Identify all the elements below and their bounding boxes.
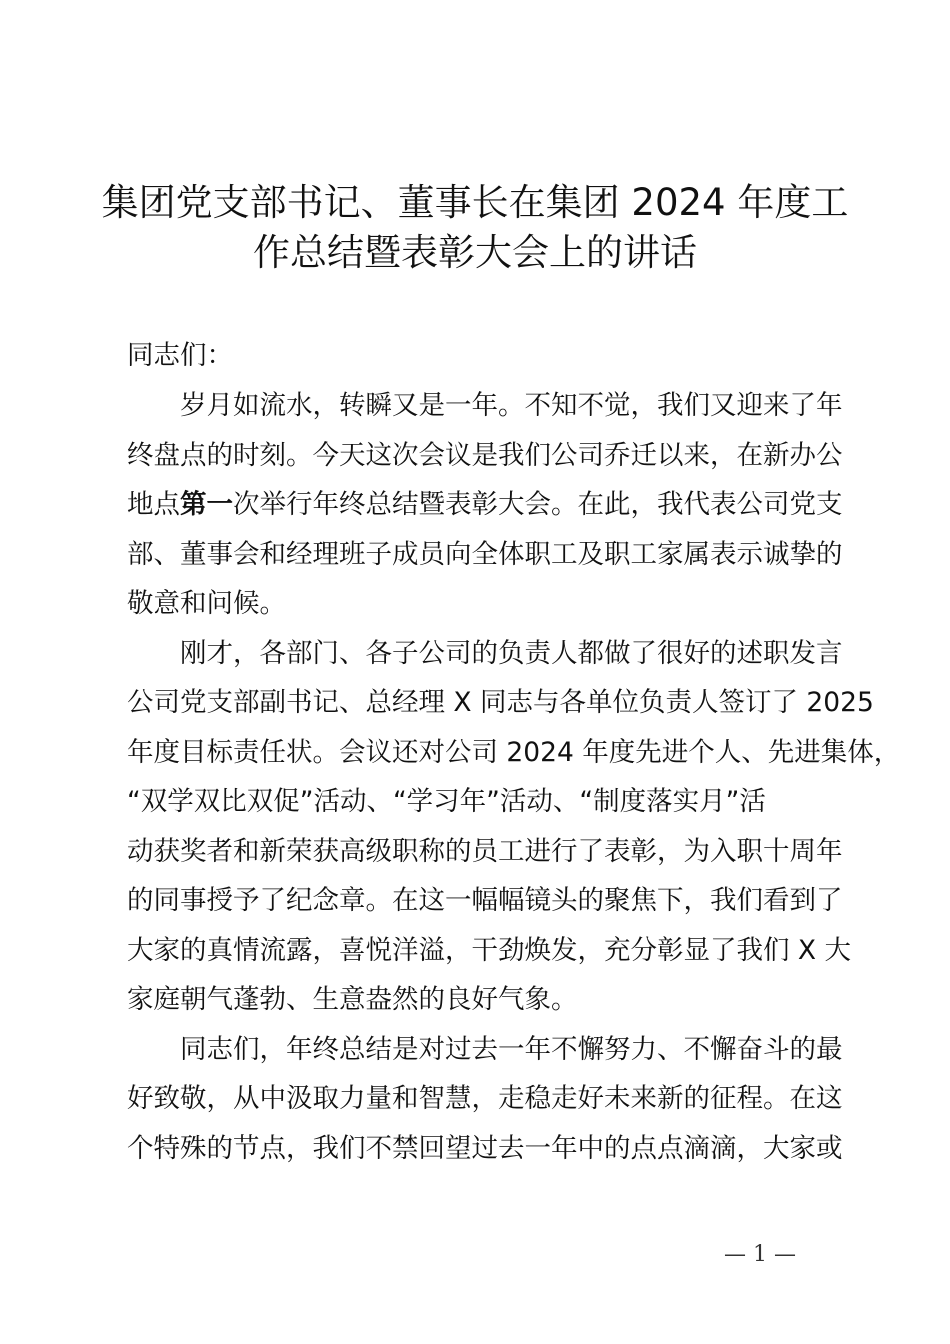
paragraph-2-line-6: 的同事授予了纪念章。在这一幅幅镜头的聚焦下，我们看到了	[127, 885, 843, 916]
paragraph-3-line-1: 同志们，年终总结是对过去一年不懈努力、不懈奋斗的最	[180, 1033, 843, 1065]
title-line-2: 作总结暨表彰大会上的讲话	[253, 231, 697, 274]
paragraph-2-line-4: “双学双比双促”活动、“学习年”活动、“制度落实月”活	[127, 786, 766, 817]
paragraph-2-line-7: 大家的真情流露，喜悦洋溢，干劲焕发，充分彰显了我们 X 大	[127, 934, 852, 966]
salutation: 同志们：	[127, 340, 233, 371]
paragraph-2-line-1: 刚才，各部门、各子公司的负责人都做了很好的述职发言	[180, 637, 843, 669]
paragraph-1-line-3-before: 地点	[127, 489, 180, 520]
paragraph-3-line-3: 个特殊的节点，我们不禁回望过去一年中的点点滴滴，大家或	[127, 1132, 843, 1164]
paragraph-1-line-3	[127, 480, 843, 530]
page-number: — 1 —	[724, 1242, 796, 1267]
paragraph-2-line-8: 家庭朝气蓬勃、生意盎然的良好气象。	[127, 984, 578, 1015]
document-body	[127, 381, 901, 1173]
title-line-1: 集团党支部书记、董事长在集团 2024 年度工	[101, 181, 849, 224]
paragraph-1-line-1: 岁月如流水，转瞬又是一年。不知不觉，我们又迎来了年	[180, 390, 843, 421]
paragraph-1-line-4: 部、董事会和经理班子成员向全体职工及职工家属表示诚挚的	[127, 538, 843, 570]
paragraph-1-line-2: 终盘点的时刻。今天这次会议是我们公司乔迁以来，在新办公	[127, 439, 843, 471]
paragraph-1-line-3-bold: 第一	[180, 489, 233, 520]
paragraph-2-line-5: 动获奖者和新荣获高级职称的员工进行了表彰，为入职十周年	[127, 835, 843, 867]
paragraph-1-line-5: 敬意和问候。	[127, 588, 286, 619]
paragraph-1-line-3-after: 次举行年终总结暨表彰大会。在此，我代表公司党支	[233, 489, 843, 520]
paragraph-3-line-2: 好致敬，从中汲取力量和智慧，走稳走好未来新的征程。在这	[127, 1083, 843, 1114]
paragraph-2-line-3: 年度目标责任状。会议还对公司 2024 年度先进个人、先进集体，	[127, 736, 901, 768]
document-title	[80, 178, 870, 278]
paragraph-2-line-2: 公司党支部副书记、总经理 X 同志与各单位负责人签订了 2025	[127, 687, 874, 718]
